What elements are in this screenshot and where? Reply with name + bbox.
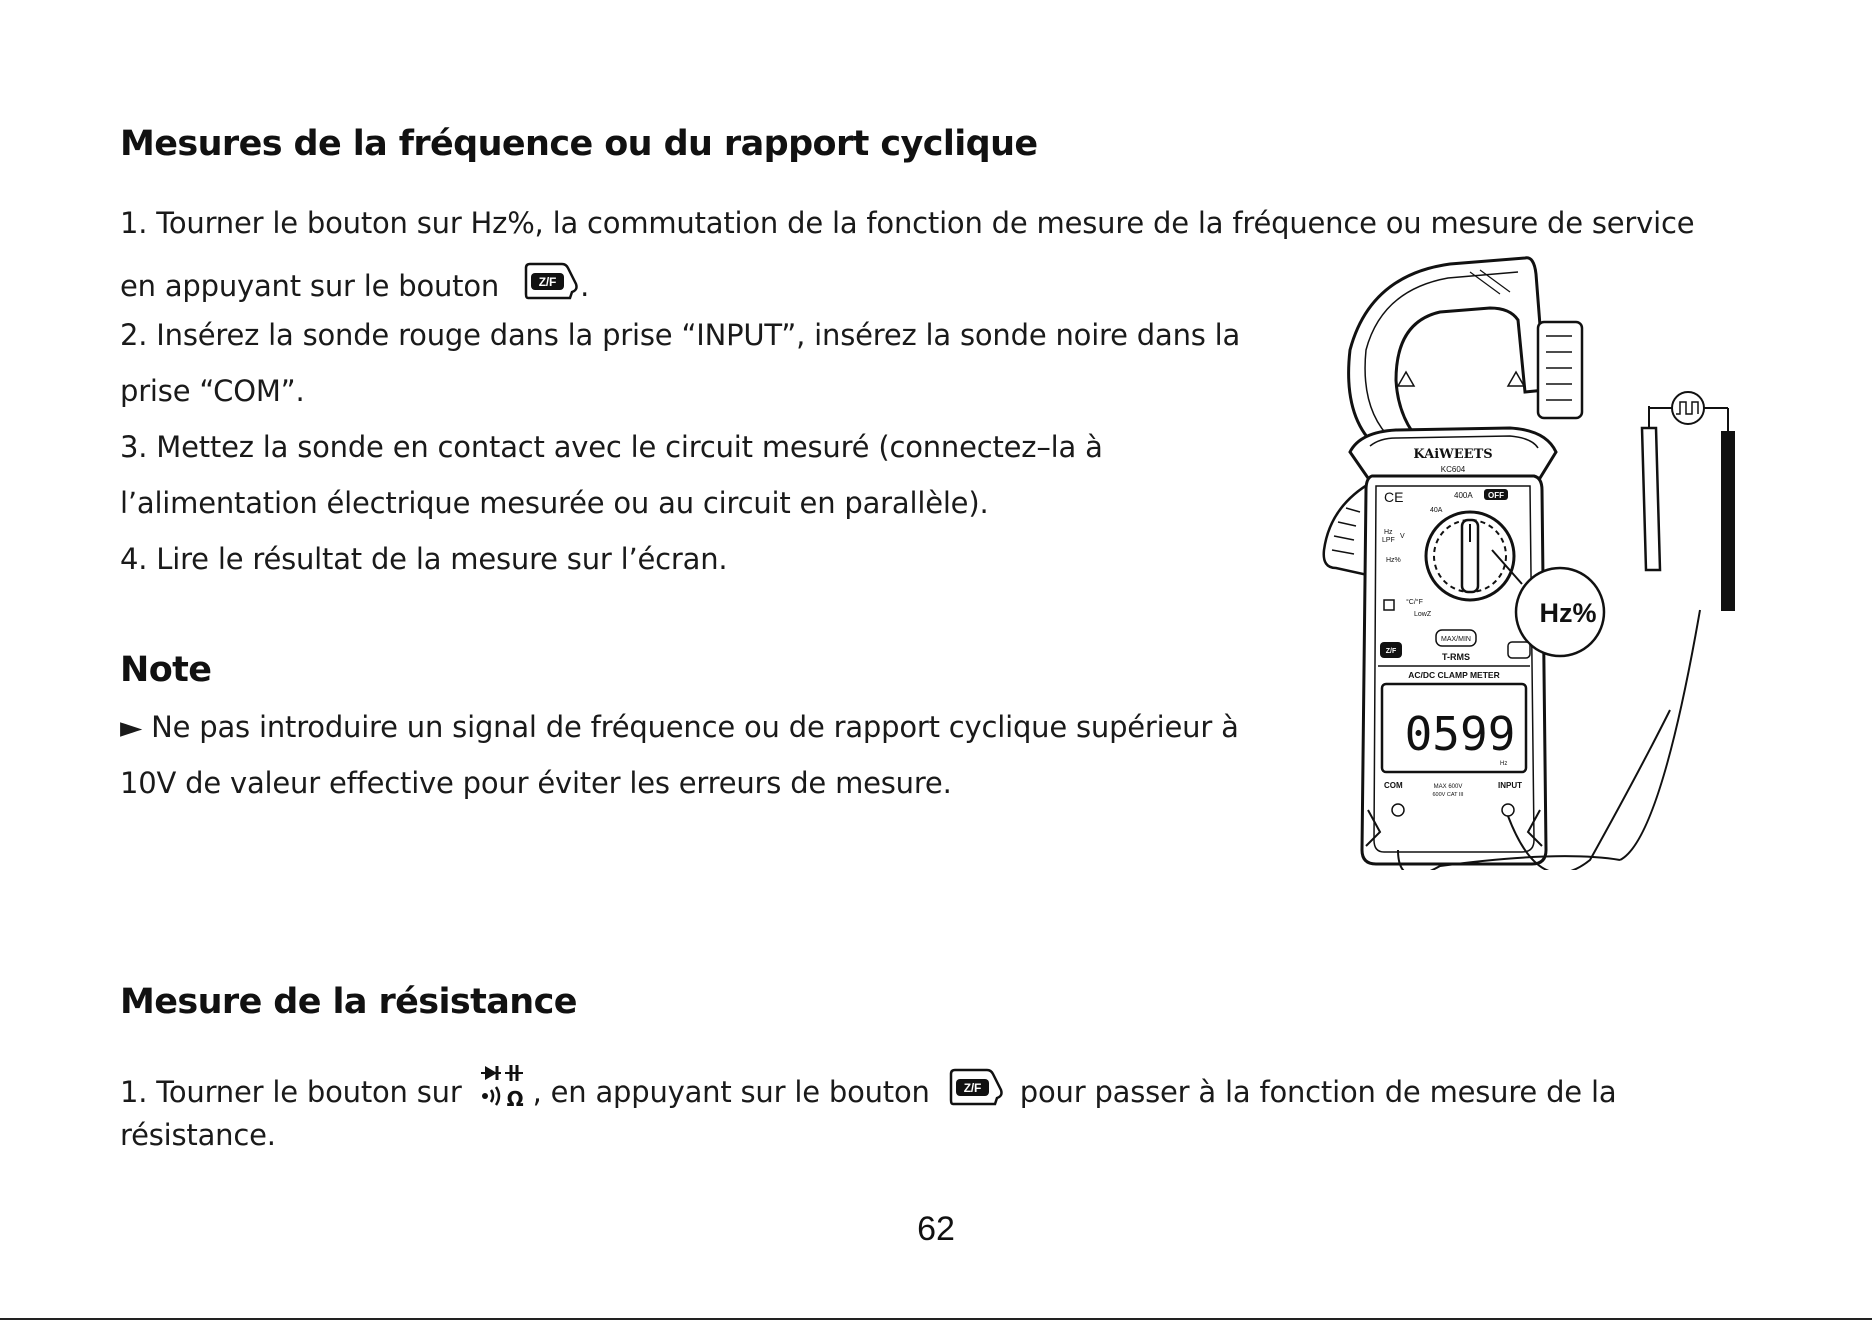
note-line1: ► Ne pas introduire un signal de fréquence ou de rapport cyclique supérieur à: [120, 710, 1239, 744]
meter-com-label: COM: [1384, 781, 1403, 790]
resistance-step1-line1: [120, 1062, 1616, 1115]
zf-button-icon-2: [947, 1068, 1005, 1115]
note-line2: 10V de valeur effective pour éviter les erreurs de mesure.: [120, 766, 952, 800]
red-probe: [1642, 428, 1660, 570]
meter-display-value: 0599: [1404, 707, 1516, 761]
clamp-meter-illustration: [1320, 250, 1750, 870]
section-title-resistance: Mesure de la résistance: [120, 982, 577, 1022]
section-title-frequency: Mesures de la fréquence ou du rapport cyclique: [120, 124, 1038, 164]
meter-range-400: 400A: [1454, 491, 1473, 500]
zf-button-label-2: Z/F: [963, 1081, 981, 1095]
hz-callout-label: Hz%: [1539, 598, 1597, 628]
freq-step2-line2: prise “COM”.: [120, 374, 305, 408]
signal-source-icon: [1672, 392, 1704, 424]
note-title: Note: [120, 650, 212, 690]
meter-display-unit: Hz: [1500, 761, 1508, 767]
meter-input-label: INPUT: [1498, 781, 1522, 790]
diode-continuity-ohm-icon: [479, 1062, 533, 1115]
page-number: 62: [917, 1210, 955, 1248]
meter-trms-label: T-RMS: [1442, 652, 1470, 662]
meter-maxmin-label: MAX/MIN: [1441, 636, 1471, 643]
meter-dial-temp: °C/°F: [1406, 599, 1423, 606]
zf-button-icon: [522, 262, 580, 309]
meter-dial-hzpct: Hz%: [1386, 557, 1401, 564]
meter-dial-lowz: LowZ: [1414, 611, 1432, 618]
freq-step4: 4. Lire le résultat de la mesure sur l’écran.: [120, 542, 728, 576]
meter-brand: KAiWEETS: [1413, 447, 1493, 462]
resistance-step1-line2: résistance.: [120, 1118, 276, 1152]
meter-model: KC604: [1440, 465, 1466, 474]
freq-step1-text: en appuyant sur le bouton: [120, 269, 500, 303]
meter-subtitle: AC/DC CLAMP METER: [1408, 670, 1500, 680]
freq-step1-line1: 1. Tourner le bouton sur Hz%, la commutation de la fonction de mesure de la fréquence ou mesure de service: [120, 206, 1695, 240]
freq-step1-line2: [120, 262, 589, 309]
zf-button-label: Z/F: [538, 275, 557, 289]
meter-cat-rating: 600V CAT III: [1432, 792, 1464, 798]
meter-dial-v: V: [1400, 533, 1405, 540]
bottom-rule: [0, 1318, 1872, 1320]
meter-dial-hz: Hz: [1384, 529, 1393, 536]
freq-step1-end: .: [580, 269, 590, 303]
meter-range-40: 40A: [1430, 507, 1443, 514]
meter-zf-button-label: Z/F: [1385, 648, 1397, 655]
svg-text:Ω: Ω: [506, 1087, 523, 1108]
meter-max-rating: MAX 600V: [1433, 784, 1463, 790]
resistance-step1-text-c: pour passer à la fonction de mesure de la: [1019, 1075, 1617, 1109]
meter-dial-lpf: LPF: [1382, 537, 1395, 544]
freq-step3-line2: l’alimentation électrique mesurée ou au circuit en parallèle).: [120, 486, 989, 520]
resistance-step1-text-b: , en appuyant sur le bouton: [532, 1075, 930, 1109]
black-probe: [1722, 432, 1734, 610]
meter-ce-mark: CE: [1384, 489, 1404, 505]
freq-step2-line1: 2. Insérez la sonde rouge dans la prise “INPUT”, insérez la sonde noire dans la: [120, 318, 1241, 352]
resistance-step1-text-a: 1. Tourner le bouton sur: [120, 1075, 462, 1109]
meter-off-label: OFF: [1488, 491, 1504, 500]
freq-step3-line1: 3. Mettez la sonde en contact avec le circuit mesuré (connectez–la à: [120, 430, 1103, 464]
